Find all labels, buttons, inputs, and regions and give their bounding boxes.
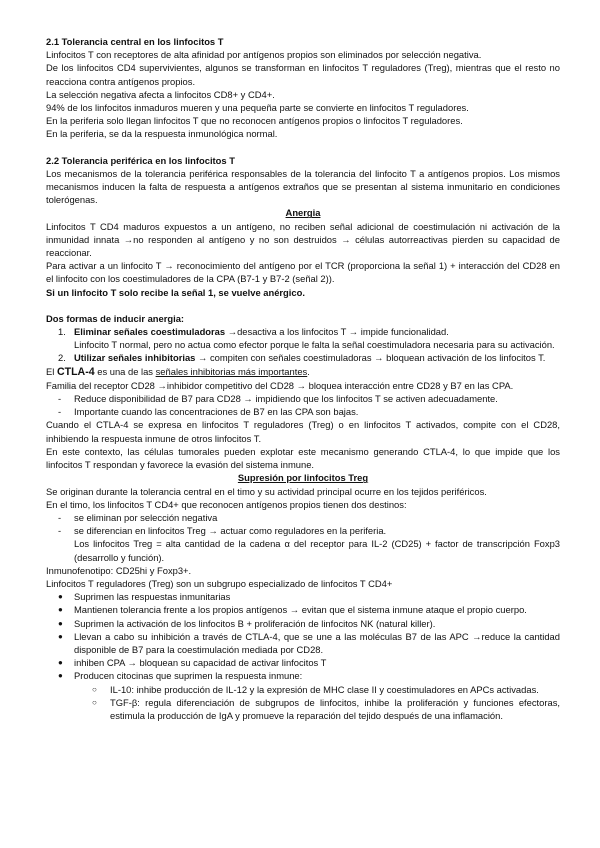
- paragraph: Linfocitos T reguladores (Treg) son un subgrupo especializado de linfocitos T CD4+: [46, 577, 393, 589]
- paragraph: La selección negativa afecta a linfocitos CD8+ y CD4+.: [46, 88, 275, 100]
- ctla4-term: CTLA-4: [56, 365, 95, 378]
- bullet-marker: ●: [58, 658, 63, 668]
- bullet-marker: ●: [58, 605, 63, 615]
- dash-list-item: - Reduce disponibilidad de B7 para CD28 → impidiendo que los linfocitos T se activen adecuadamente.: [58, 393, 498, 405]
- spacer: [46, 299, 560, 312]
- list-item: [46, 325, 560, 351]
- paragraph: Inmunofenotipo: CD25hi y Foxp3+.: [46, 564, 192, 576]
- paragraph: Linfocitos T con receptores de alta afinidad por antígenos propios son eliminados por selección negativa.: [46, 49, 482, 61]
- list-number: 2.: [58, 352, 66, 364]
- list-item-text: →desactiva a los linfocitos T → impide funcionalidad.: [225, 326, 449, 338]
- dash-marker: -: [58, 525, 62, 537]
- paragraph: De los linfocitos CD4 supervivientes, algunos se transforman en linfocitos T reguladores (Treg), mientras que el resto no reacciona contra antígenos propios.: [46, 62, 560, 87]
- list-item: [46, 351, 560, 364]
- list-number: 1.: [58, 326, 66, 338]
- subheading-supresion-treg: Supresión por linfocitos Treg: [237, 472, 369, 484]
- bullet-list-item: ● Llevan a cabo su inhibición a través de CTLA-4, que se une a las moléculas B7 de las APC →reduce la cantidad disponible de B7 para la coestimulación mediada por CD28.: [58, 630, 560, 655]
- subheading-anergia: Anergia: [285, 207, 321, 219]
- bullet-marker: ●: [58, 592, 63, 602]
- dash-list-item: - se diferencian en linfocitos Treg → actuar como reguladores en la periferia.: [58, 525, 387, 537]
- dash-list-item: - Importante cuando las concentraciones de B7 en las CPA son bajas.: [58, 406, 359, 418]
- list-heading: Dos formas de inducir anergia:: [46, 312, 185, 324]
- paragraph: Se originan durante la tolerancia central en el timo y su actividad principal ocurre en los tejidos periféricos.: [46, 485, 487, 497]
- dash-marker: -: [58, 511, 62, 523]
- bullet-list-item: ● Suprimen la activación de los linfocitos B + proliferación de linfocitos NK (natural killer).: [58, 617, 436, 629]
- dash-list-item: - se eliminan por selección negativa: [58, 511, 218, 523]
- bullet-list-item: ● Producen citocinas que suprimen la respuesta inmune:: [58, 670, 303, 682]
- paragraph: Los mecanismos de la tolerancia periférica responsables de la tolerancia del linfocito T a antígenos propios. Los mismos mecanismos inducen la falta de respuesta a antígenos extraños que se presentan al sistema inmunitario en condiciones tolerógenas.: [46, 167, 560, 206]
- paragraph: 94% de los linfocitos inmaduros mueren y una pequeña parte se convierte en linfocitos T reguladores.: [46, 102, 469, 114]
- bullet-marker: ●: [58, 618, 63, 628]
- bullet-marker: ●: [58, 671, 63, 681]
- list-item-sub: Linfocito T normal, pero no actua como efector porque le falta la señal coestimuladora necesaria para su activación.: [74, 339, 555, 351]
- paragraph-indented: Los linfocitos Treg = alta cantidad de la cadena α del receptor para IL-2 (CD25) + factor de transcripción Foxp3 (desarrollo y función).: [74, 538, 560, 563]
- paragraph: En el timo, los linfocitos T CD4+ que reconocen antígenos propios tienen dos destinos:: [46, 498, 407, 510]
- paragraph: Cuando el CTLA-4 se expresa en linfocitos T reguladores (Treg) o en linfocitos T activados, compite con el CD28, inhibiendo la respuesta inmune de otros linfocitos T.: [46, 419, 560, 444]
- section-heading-tolerancia-periferica: 2.2 Tolerancia periférica en los linfocitos T: [46, 154, 235, 166]
- dash-marker: -: [58, 406, 62, 418]
- sub-bullet-list-item: ○ IL-10: inhibe producción de IL-12 y la expresión de MHC clase II y coestimuladores en APCs activadas.: [92, 683, 539, 695]
- bullet-list-item: ● inhiben CPA → bloquean su capacidad de activar linfocitos T: [58, 657, 327, 669]
- paragraph: En la periferia solo llegan linfocitos T que no reconocen antígenos propios o linfocitos T reguladores.: [46, 115, 463, 127]
- bullet-marker: ●: [58, 631, 63, 641]
- paragraph: En este contexto, las células tumorales pueden explotar este mecanismo generando CTLA-4, lo que impide que los linfocitos T respondan y favorece la evasión del sistema inmune.: [46, 445, 560, 471]
- bullet-list-item: ● Mantienen tolerancia frente a los propios antígenos → evitan que el sistema inmune ataque el propio cuerpo.: [58, 604, 527, 616]
- circle-marker: ○: [92, 684, 97, 694]
- paragraph: Linfocitos T CD4 maduros expuestos a un antígeno, no reciben señal adicional de coestimulación ni activación de la inmunidad innata →no responden al antígeno y no son destruidos → células autorreactivas pierden su capacidad de reaccionar.: [46, 220, 560, 259]
- list-item-text: → compiten con señales coestimuladoras → bloquean activación de los linfocitos T.: [195, 352, 546, 364]
- underlined-text: señales inhibitorias más importantes: [155, 365, 308, 377]
- paragraph: Familia del receptor CD28 →inhibidor competitivo del CD28 → bloquea interacción entre CD28 y B7 en las CPA.: [46, 379, 514, 391]
- list-item-bold: Eliminar señales coestimuladoras: [74, 326, 226, 338]
- spacer: [46, 141, 560, 154]
- list-item-bold: Utilizar señales inhibitorias: [74, 352, 196, 364]
- paragraph-bold: Si un linfocito T solo recibe la señal 1, se vuelve anérgico.: [46, 286, 305, 298]
- circle-marker: ○: [92, 697, 97, 707]
- bullet-list-item: ● Suprimen las respuestas inmunitarias: [58, 591, 231, 603]
- dash-marker: -: [58, 393, 62, 405]
- section-heading-tolerancia-central: 2.1 Tolerancia central en los linfocitos T: [46, 36, 224, 47]
- paragraph: Para activar a un linfocito T → reconocimiento del antígeno por el TCR (proporciona la señal 1) + interacción del CD28 en el linfocito con los coestimuladores de la CPA (B7-1 y B7-2 (señal 2)).: [46, 260, 560, 285]
- paragraph: En la periferia, se da la respuesta inmunológica normal.: [46, 128, 278, 140]
- paragraph-ctla4: El CTLA-4 es una de las señales inhibitorias más importantes.: [46, 365, 310, 378]
- sub-bullet-list-item: ○ TGF-β: regula diferenciación de subgrupos de linfocitos, inhibe la proliferación y funciones efectoras, estimula la producción de IgA y promueve la reparación del tejido después de una inflamación.: [92, 696, 560, 721]
